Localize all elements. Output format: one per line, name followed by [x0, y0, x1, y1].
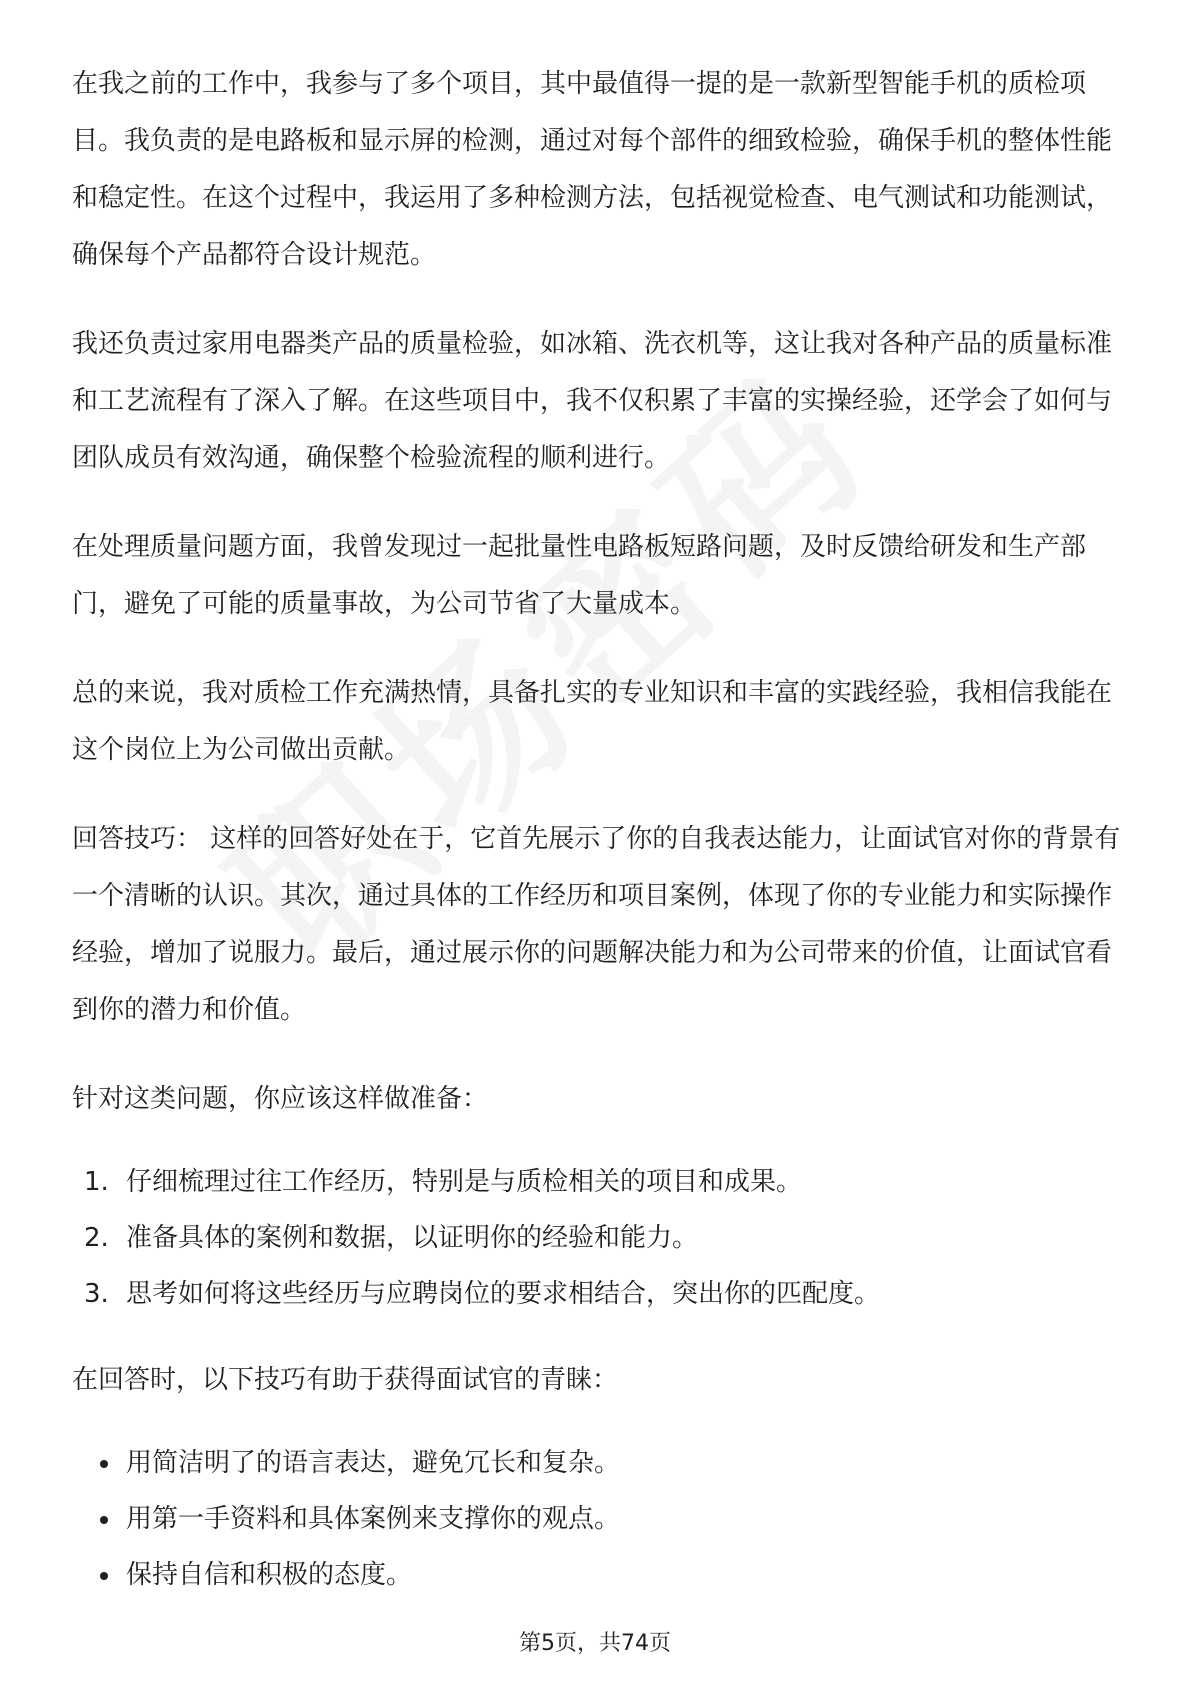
list-item-number: 1.: [84, 1167, 109, 1197]
list-item-number: 2.: [84, 1223, 109, 1253]
paragraph-appliance-experience: 我还负责过家用电器类产品的质量检验，如冰箱、洗衣机等，这让我对各种产品的质量标准和工艺流程有了深入了解。在这些项目中，我不仅积累了丰富的实操经验，还学会了如何与团队成员有效沟通，确保整个检验流程的顺利进行。: [72, 329, 1113, 473]
paragraph-answer-tips: 回答技巧： 这样的回答好处在于，它首先展示了你的自我表达能力，让面试官对你的背景有一个清晰的认识。其次，通过具体的工作经历和项目案例，体现了你的专业能力和实际操作经验，增加了说服力。最后，通过展示你的问题解决能力和为公司带来的价值，让面试官看到你的潜力和价值。: [72, 824, 1121, 1025]
paragraph-project-experience: 在我之前的工作中，我参与了多个项目，其中最值得一提的是一款新型智能手机的质检项目。我负责的是电路板和显示屏的检测，通过对每个部件的细致检验，确保手机的整体性能和稳定性。在这个过程中，我运用了多种检测方法，包括视觉检查、电气测试和功能测试，确保每个产品都符合设计规范。: [72, 69, 1113, 270]
list-item: [72, 1154, 1122, 1210]
list-item: [72, 1266, 1122, 1322]
list-item: 用第一手资料和具体案例来支撑你的观点。: [72, 1491, 1122, 1547]
list-item: 用简洁明了的语言表达，避免冗长和复杂。: [72, 1435, 1122, 1491]
paragraph-quality-issue: 在处理质量问题方面，我曾发现过一起批量性电路板短路问题，及时反馈给研发和生产部门，避免了可能的质量事故，为公司节省了大量成本。: [72, 532, 1087, 619]
paragraph-preparation-intro: 针对这类问题，你应该这样做准备：: [72, 1084, 489, 1114]
list-item-text: 思考如何将这些经历与应聘岗位的要求相结合，突出你的匹配度。: [126, 1279, 881, 1309]
document-body: [72, 56, 1122, 1633]
list-item-text: 准备具体的案例和数据，以证明你的经验和能力。: [126, 1223, 699, 1253]
list-item: 保持自信和积极的态度。: [72, 1547, 1122, 1603]
list-item-number: 3.: [84, 1279, 109, 1309]
list-item-text: 仔细梳理过往工作经历，特别是与质检相关的项目和成果。: [126, 1167, 803, 1197]
paragraph-summary: 总的来说，我对质检工作充满热情，具备扎实的专业知识和丰富的实践经验，我相信我能在这个岗位上为公司做出贡献。: [72, 678, 1113, 765]
list-item: [72, 1210, 1122, 1266]
tips-list: [72, 1435, 1122, 1603]
page-footer: 第5页，共74页: [519, 1631, 671, 1656]
preparation-list: [72, 1154, 1122, 1322]
paragraph-tips-intro: 在回答时，以下技巧有助于获得面试官的青睐：: [72, 1365, 619, 1395]
